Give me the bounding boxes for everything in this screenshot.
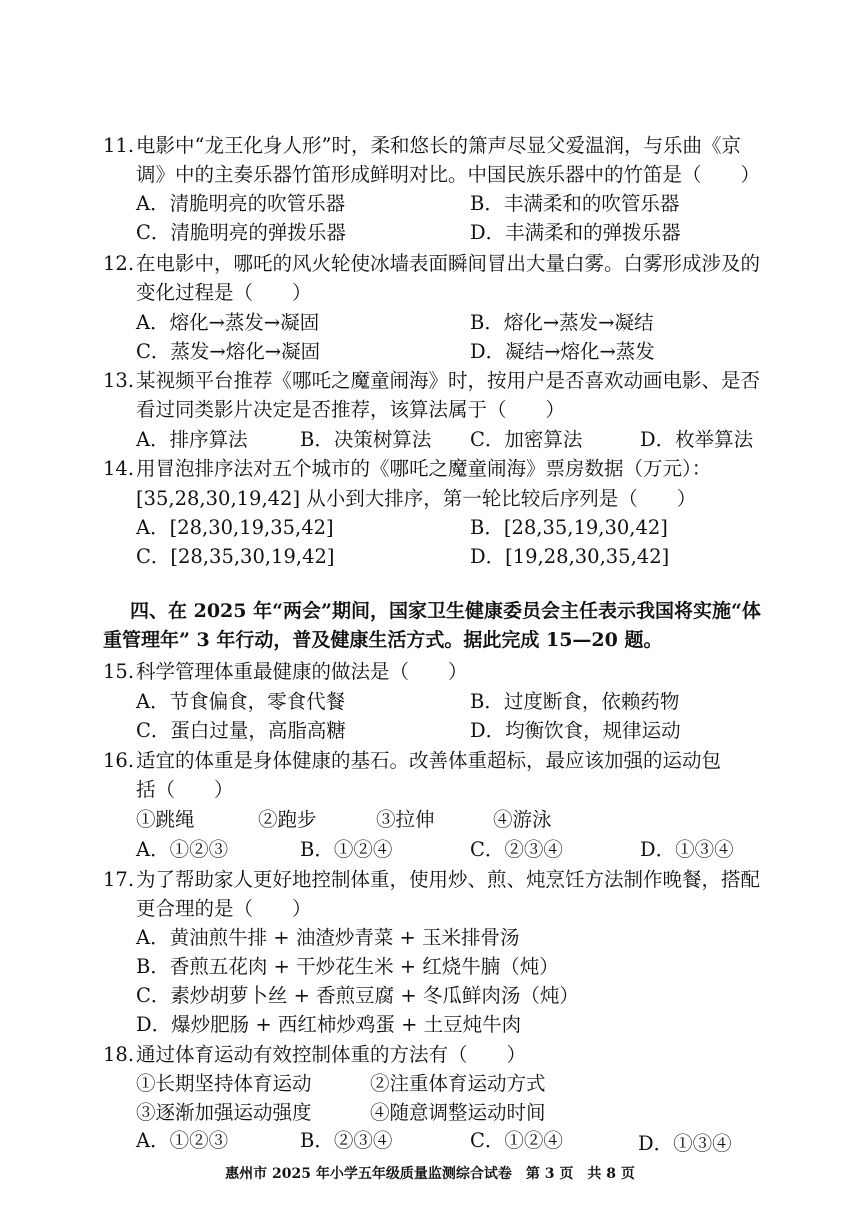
- q16-number: 16.: [103, 749, 135, 772]
- q17-number: 17.: [103, 868, 135, 891]
- q18-option-d: D．①③④: [638, 1132, 732, 1155]
- q14-option-c: C．[28,35,30,19,42]: [136, 545, 335, 568]
- q14-stem-line-2: [35,28,30,19,42] 从小到大排序，第一轮比较后序列是（ ）: [136, 487, 697, 510]
- q14-option-a: A．[28,30,19,35,42]: [136, 516, 334, 539]
- q12-option-c: C．蒸发→熔化→凝固: [136, 340, 321, 363]
- q15-stem-line-1: 科学管理体重最健康的做法是（ ）: [136, 660, 468, 683]
- q18-stem-line-1: 通过体育运动有效控制体重的方法有（ ）: [136, 1043, 527, 1066]
- q11-number: 11.: [103, 134, 135, 157]
- q12-option-b: B．熔化→蒸发→凝结: [470, 311, 654, 334]
- q13-option-d: D．枚举算法: [640, 428, 754, 451]
- q15-option-d: D．均衡饮食，规律运动: [470, 719, 681, 742]
- q13-stem-line-1: 某视频平台推荐《哪吒之魔童闹海》时，按用户是否喜欢动画电影、是否: [136, 369, 761, 392]
- q12-option-a: A．熔化→蒸发→凝固: [136, 311, 320, 334]
- q16-item-1: ①跳绳: [136, 808, 195, 831]
- q18-item-1: ①长期坚持体育运动: [136, 1072, 312, 1095]
- q17-stem-line-1: 为了帮助家人更好地控制体重，使用炒、煎、炖烹饪方法制作晚餐，搭配: [136, 868, 761, 891]
- q11-stem-line-2: 调》中的主奏乐器竹笛形成鲜明对比。中国民族乐器中的竹笛是（ ）: [136, 163, 761, 186]
- q15-option-c: C．蛋白过量，高脂高糖: [136, 719, 346, 742]
- q15-option-b: B．过度断食，依赖药物: [470, 690, 680, 713]
- q14-stem-line-1: 用冒泡排序法对五个城市的《哪吒之魔童闹海》票房数据（万元）：: [136, 457, 712, 480]
- q13-option-a: A．排序算法: [136, 428, 248, 451]
- q18-option-a: A．①②③: [136, 1129, 229, 1152]
- q16-item-2: ②跑步: [258, 808, 317, 831]
- q14-option-b: B．[28,35,19,30,42]: [470, 516, 668, 539]
- q14-option-d: D．[19,28,30,35,42]: [470, 545, 670, 568]
- page-footer: 惠州市 2025 年小学五年级质量监测综合试卷 第 3 页 共 8 页: [225, 1166, 635, 1182]
- section-4-intro-line-1: 四、在 2025 年“两会”期间，国家卫生健康委员会主任表示我国将实施“体: [130, 600, 761, 622]
- q11-option-a: A．清脆明亮的吹管乐器: [136, 192, 346, 215]
- q18-option-c: C．①②④: [470, 1129, 563, 1152]
- q16-option-d: D．①③④: [640, 838, 734, 861]
- q11-stem-line-1: 电影中“龙王化身人形”时，柔和悠长的箫声尽显父爱温润，与乐曲《京: [136, 134, 741, 157]
- q11-option-b: B．丰满柔和的吹管乐器: [470, 192, 680, 215]
- q16-option-c: C．②③④: [470, 838, 563, 861]
- q16-option-a: A．①②③: [136, 838, 229, 861]
- q16-stem-line-1: 适宜的体重是身体健康的基石。改善体重超标，最应该加强的运动包: [136, 749, 722, 772]
- q13-option-b: B．决策树算法: [300, 428, 432, 451]
- q11-option-d: D．丰满柔和的弹拨乐器: [470, 221, 681, 244]
- q17-option-b: B．香煎五花肉 + 干炒花生米 + 红烧牛腩（炖）: [136, 955, 559, 978]
- q18-option-b: B．②③④: [300, 1129, 393, 1152]
- q12-stem-line-1: 在电影中，哪吒的风火轮使冰墙表面瞬间冒出大量白雾。白雾形成涉及的: [136, 252, 761, 275]
- q12-number: 12.: [103, 252, 135, 275]
- q13-option-c: C．加密算法: [470, 428, 583, 451]
- q15-number: 15.: [103, 660, 135, 683]
- q18-item-2: ②注重体育运动方式: [370, 1072, 546, 1095]
- q15-option-a: A．节食偏食，零食代餐: [136, 690, 346, 713]
- q13-stem-line-2: 看过同类影片决定是否推荐，该算法属于（ ）: [136, 398, 566, 421]
- q16-item-4: ④游泳: [493, 808, 552, 831]
- q17-option-d: D．爆炒肥肠 + 西红柿炒鸡蛋 + 土豆炖牛肉: [136, 1013, 522, 1036]
- q18-item-3: ③逐渐加强运动强度: [136, 1101, 312, 1124]
- q16-option-b: B．①②④: [300, 838, 393, 861]
- q17-option-c: C．素炒胡萝卜丝 + 香煎豆腐 + 冬瓜鲜肉汤（炖）: [136, 984, 579, 1007]
- q12-stem-line-2: 变化过程是（ ）: [136, 281, 312, 304]
- q17-option-a: A．黄油煎牛排 + 油渣炒青菜 + 玉米排骨汤: [136, 926, 520, 949]
- q18-number: 18.: [103, 1043, 135, 1066]
- q11-option-c: C．清脆明亮的弹拨乐器: [136, 221, 346, 244]
- q16-item-3: ③拉伸: [376, 808, 435, 831]
- q18-item-4: ④随意调整运动时间: [370, 1101, 546, 1124]
- q12-option-d: D．凝结→熔化→蒸发: [470, 340, 655, 363]
- section-4-intro-line-2: 重管理年” 3 年行动，普及健康生活方式。据此完成 15—20 题。: [103, 629, 663, 651]
- q16-stem-line-2: 括（ ）: [136, 778, 234, 801]
- q13-number: 13.: [103, 369, 135, 392]
- q17-stem-line-2: 更合理的是（ ）: [136, 897, 312, 920]
- q14-number: 14.: [103, 457, 135, 480]
